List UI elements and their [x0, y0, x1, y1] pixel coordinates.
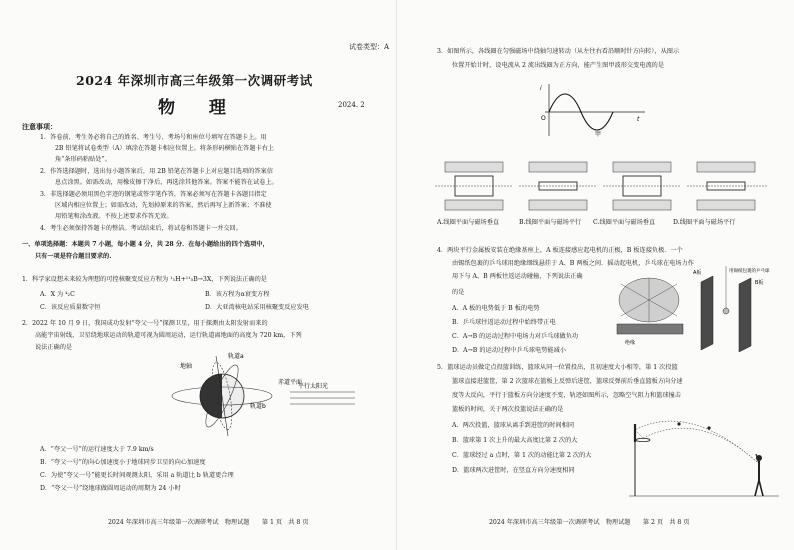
question-5-option-b: B．篮球第 1 次上升的最大高度比第 2 次的大	[452, 437, 578, 444]
note-line: 3．非选择题必须用黑色字迹的钢笔或签字笔作答，答案必须写在答题卡各题目指定	[40, 191, 267, 198]
question-3-option-c: C.线圈平面与磁场垂直	[593, 219, 656, 226]
note-line: 4．考生必须保持答题卡的整洁。考试结束后，将试卷和答题卡一并交回。	[40, 225, 242, 232]
trajectory-2	[635, 421, 757, 462]
coil-figure-a	[435, 162, 513, 210]
question-4-option-a: A．A 板的电势低于 B 板的电势	[452, 305, 540, 312]
notes-title: 注意事项：	[22, 122, 57, 131]
question-4-stem: 由锡纸包裹的乒乓球用绝缘细线悬挂于 A、B 两板之间．摇动起电机，乒乓球在电场力作	[452, 260, 694, 267]
question-2-option-d: D．“夸父一号”绕地球做圆周运动的周期为 24 小时	[40, 485, 181, 492]
coil-figures	[433, 160, 773, 212]
t-axis-label: t	[637, 116, 640, 123]
question-1-option-c: C．该反应质量数守恒	[40, 304, 101, 311]
question-5-option-c: C．篮球经过 a 点时，第 1 次的动能比第 2 次的大	[452, 452, 592, 459]
question-1-stem: 1．科学家设想未来较为理想的可控核聚变反应方程为 ¹₁H+¹¹₅B→3X，下列说法正确的是	[22, 276, 267, 283]
note-line: 区域内相应位置上；如需改动，先划掉原来的答案，然后再写上新答案；不准使	[55, 202, 272, 209]
coil-figure-b	[519, 162, 597, 210]
plate-b-label: B板	[755, 280, 764, 286]
question-5-stem: 篮板的时间，关于两次投篮说法正确的是	[452, 406, 564, 413]
exam-page-2	[397, 0, 794, 550]
subject-title: 物 理	[158, 98, 240, 118]
question-2-stem: 说法正确的是	[35, 344, 73, 351]
plate-b-shape	[739, 278, 751, 352]
ball-position-marker	[707, 426, 710, 429]
orbit-a-label: 轨道a	[228, 353, 244, 360]
note-line: 2B 铅笔将试卷类型（A）填涂在答题卡相应位置上。将条形码横贴在答题卡右上	[55, 145, 275, 152]
question-4-option-c: C．A→B 的运动过程中电场力对乒乓球做负功	[452, 333, 579, 340]
question-4-stem: 4．两块平行金属板安装在绝缘基座上，A 板连接感应起电机的正极，B 板连接负极．一个	[437, 247, 683, 254]
i-axis-label: i	[540, 85, 542, 92]
question-5-stem: 度等大反向，平行于篮板方向分速度不变，轨迹如图所示，忽略空气阻力和篮球撞击	[452, 392, 681, 399]
ball-label: 用锡纸包裹的乒乓球	[729, 269, 770, 274]
plate-a-shape	[701, 276, 713, 350]
question-3-stem: 位置开始计时，设电流从 2 流出线圈为正方向，能产生图甲波形交变电流的是	[452, 62, 665, 69]
coil-figure-d	[687, 162, 767, 210]
question-1-option-d: D．大亚湾核电站采用核聚变反应发电	[205, 304, 309, 311]
page-footer: 2024 年深圳市高三年级第一次调研考试 物理试题 第 2 页 共 8 页	[489, 519, 690, 526]
note-line: 1．答卷前，考生务必将自己的姓名、考生号、考场号和座位号填写在答题卡上。用	[40, 134, 267, 141]
origin-label: O	[541, 115, 546, 122]
page-footer: 2024 年深圳市高三年级第一次调研考试 物理试题 第 1 页 共 8 页	[108, 519, 309, 526]
section-heading: 只有一项是符合题目要求的.	[35, 253, 112, 260]
note-line: 角“条形码粘贴处”。	[55, 156, 111, 163]
question-4-stem: 的是	[452, 289, 465, 296]
question-4-option-d: D．A→B 的运动过程中乒乓球电势能减小	[452, 347, 566, 354]
exam-title: 2024 年深圳市高三年级第一次调研考试	[76, 73, 313, 88]
base-label: 绝缘	[625, 340, 636, 346]
current-waveform-graph	[537, 80, 647, 140]
electrostatic-machine-figure	[609, 262, 779, 356]
sunlight-label: 平行太阳光	[298, 383, 329, 390]
exam-type-label: 试卷类型：A	[349, 43, 390, 51]
graph-caption: 甲	[595, 131, 602, 138]
note-line: 用铅笔和涂改液。不按上述要求作答无效。	[55, 213, 173, 220]
question-3-stem: 3．如图所示，各线圈在匀强磁场中绕轴匀速转动（从左往右看沿顺时针方向转），从图示	[437, 48, 680, 55]
player-shape	[755, 454, 763, 496]
question-5-option-a: A．两次投篮，篮球从离手到进筐的时间相同	[452, 422, 575, 429]
earth-axis-label: 地轴	[180, 363, 193, 370]
hoop	[636, 438, 650, 441]
trajectory-1	[643, 428, 757, 462]
orbit-b-label: 轨道b	[250, 403, 266, 410]
coil-figure-c	[603, 162, 681, 210]
question-5-option-d: D．篮球两次进筐时，在竖直方向分速度相同	[452, 467, 575, 474]
equator-plane-label: 赤道平面	[278, 379, 303, 386]
question-3-option-b: B.线圈平面与磁场平行	[519, 219, 582, 226]
question-5-stem: 篮球直接进篮筐，第 2 次篮球在篮板上反弹后进筐，篮球反弹前后垂直篮板方向分速	[452, 378, 683, 385]
question-2-stem: 高能宇宙射线，卫星绕地球运动的轨道可视为圆周运动，运行轨道离地面的高度为 720 km，下列	[35, 332, 302, 339]
question-2-stem: 2．2022 年 10 月 9 日，我国成功发射“夸父一号”探测卫星，用于探测由太阳发射而来的	[22, 320, 268, 327]
question-2-option-a: A．“夸父一号”的运行速度大于 7.9 km/s	[40, 446, 154, 453]
question-2-option-b: B．“夸父一号”的向心加速度小于地球同步卫星的向心加速度	[40, 459, 206, 466]
orbit-diagram	[150, 350, 360, 438]
sunlight-label-bg	[300, 396, 306, 403]
plate-a-label: A板	[693, 270, 702, 276]
exam-date: 2024. 2	[338, 101, 365, 109]
question-4-option-b: B．乒乓球往返运动过程中始终带正电	[452, 319, 556, 326]
note-line: 息点涂黑。如需改动，用橡皮擦干净后，再选涂其他答案。答案不能答在试卷上。	[55, 179, 278, 186]
question-2-option-c: C．为使“夸父一号”能更长时间观测太阳，采用 a 轨道比 b 轨道更合理	[40, 472, 234, 479]
question-3-option-a: A.线圈平面与磁场垂直	[437, 219, 500, 226]
basketball-figure	[629, 412, 779, 498]
question-3-option-d: D.线圈平面与磁场平行	[673, 219, 736, 226]
section-heading: 一、单项选择题：本题共 7 小题，每小题 4 分，共 28 分．在每小题给出的四个选项中，	[22, 241, 269, 248]
question-5-stem: 5．篮球运动员做定点投篮训练，篮球从同一位置投出，且初速度大小相等，第 1 次投篮	[437, 364, 678, 371]
ball-position-marker	[677, 422, 680, 425]
ball-shape	[723, 308, 729, 314]
note-line: 2．作答选择题时，选出每小题答案后，用 2B 铅笔在答题卡上对应题目选项的答案信	[40, 168, 273, 175]
question-4-stem: 用下与 A、B 两板往返运动碰撞，下列说法正确	[452, 273, 583, 280]
question-1-option-b: B．该方程为α衰变方程	[205, 291, 270, 298]
question-1-option-a: A．X 为 ⁴₂C	[40, 291, 75, 298]
